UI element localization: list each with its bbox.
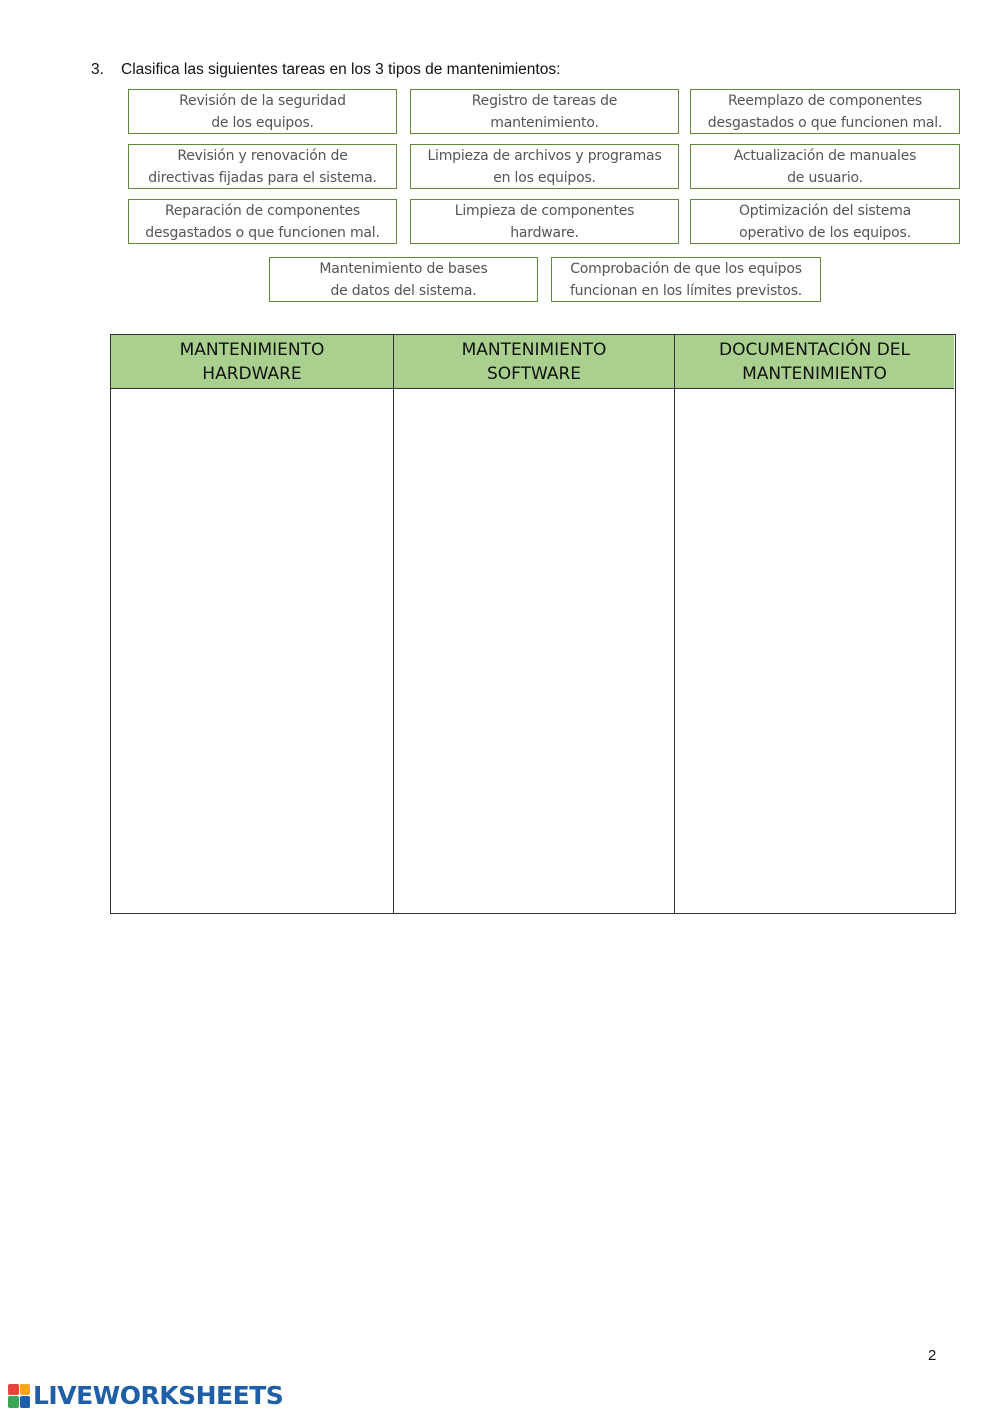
column-header-hardware xyxy=(111,335,393,389)
task-line: de los equipos. xyxy=(211,114,314,131)
task-line: Comprobación de que los equipos xyxy=(570,260,802,277)
header-line: MANTENIMIENTO xyxy=(179,339,325,360)
header-line: HARDWARE xyxy=(202,363,302,384)
task-line: mantenimiento. xyxy=(490,114,599,131)
task-card[interactable] xyxy=(269,257,538,302)
logo-tile xyxy=(20,1384,31,1396)
column-header-documentation xyxy=(674,335,954,389)
task-line: Mantenimiento de bases xyxy=(319,260,488,277)
task-card[interactable] xyxy=(690,89,960,134)
task-line: Limpieza de archivos y programas xyxy=(427,147,662,164)
brand-name: LIVEWORKSHEETS xyxy=(33,1381,284,1410)
task-card[interactable] xyxy=(128,144,397,189)
logo-tile xyxy=(8,1384,19,1396)
task-line: desgastados o que funcionen mal. xyxy=(145,224,380,241)
header-line: MANTENIMIENTO xyxy=(742,363,887,384)
logo-tile xyxy=(20,1396,31,1408)
drop-zone-software[interactable] xyxy=(393,389,674,913)
task-card[interactable] xyxy=(690,144,960,189)
instruction-text: Clasifica las siguientes tareas en los 3 tipos de mantenimientos: xyxy=(121,61,561,78)
task-bank xyxy=(0,0,1000,310)
task-line: de datos del sistema. xyxy=(330,282,477,299)
task-line: Revisión y renovación de xyxy=(177,147,348,164)
header-line: SOFTWARE xyxy=(486,363,582,384)
header-line: MANTENIMIENTO xyxy=(461,339,607,360)
column-header-software xyxy=(393,335,674,389)
task-card[interactable] xyxy=(690,199,960,244)
task-line: directivas fijadas para el sistema. xyxy=(148,169,377,186)
task-line: hardware. xyxy=(510,224,579,241)
task-line: operativo de los equipos. xyxy=(739,224,911,241)
task-card[interactable] xyxy=(128,199,397,244)
classification-table xyxy=(110,334,956,914)
task-line: Actualización de manuales xyxy=(733,147,917,164)
task-line: Reemplazo de componentes xyxy=(728,92,922,109)
task-line: Limpieza de componentes xyxy=(454,202,635,219)
header-line: DOCUMENTACIÓN DEL xyxy=(719,339,910,360)
task-line: desgastados o que funcionen mal. xyxy=(707,114,943,131)
task-line: Revisión de la seguridad xyxy=(179,92,346,109)
liveworksheets-logo xyxy=(8,1381,283,1410)
task-line: Optimización del sistema xyxy=(738,202,912,219)
task-line: Reparación de componentes xyxy=(164,202,361,219)
task-card[interactable] xyxy=(410,144,679,189)
task-line: Registro de tareas de xyxy=(471,92,618,109)
drop-zone-hardware[interactable] xyxy=(111,389,393,913)
task-card[interactable] xyxy=(410,89,679,134)
task-line: en los equipos. xyxy=(493,169,596,186)
question-number: 3. xyxy=(91,61,104,78)
logo-icon xyxy=(8,1384,30,1408)
task-line: de usuario. xyxy=(787,169,863,186)
task-card[interactable] xyxy=(551,257,821,302)
logo-tile xyxy=(8,1396,19,1408)
drop-zone-documentation[interactable] xyxy=(674,389,954,913)
task-card[interactable] xyxy=(410,199,679,244)
page-number: 2 xyxy=(928,1347,937,1364)
task-line: funcionan en los límites previstos. xyxy=(569,282,803,299)
task-card[interactable] xyxy=(128,89,397,134)
